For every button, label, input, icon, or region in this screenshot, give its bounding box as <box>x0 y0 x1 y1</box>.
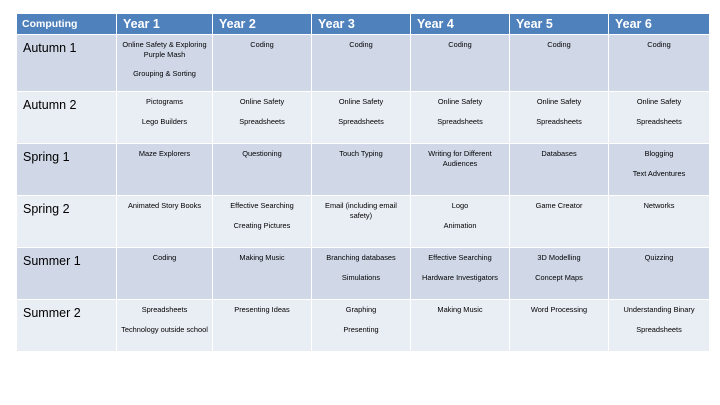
unit-name: Spreadsheets <box>636 324 682 334</box>
unit-name: Coding <box>647 40 671 49</box>
unit-cell <box>609 144 710 196</box>
header-row <box>17 14 710 35</box>
unit-cell <box>411 35 510 92</box>
unit-cell <box>213 35 312 92</box>
year-header: Year 1 <box>117 14 213 35</box>
unit-name: Spreadsheets <box>338 116 384 126</box>
unit-name: Understanding Binary <box>623 305 695 314</box>
unit-cell <box>312 92 411 144</box>
unit-cell <box>609 35 710 92</box>
unit-name: Spreadsheets <box>239 116 285 126</box>
unit-name: Logo <box>451 201 469 210</box>
term-row <box>17 92 710 144</box>
subject-header: Computing <box>17 14 117 35</box>
unit-name: Online Safety <box>239 97 285 106</box>
unit-cell <box>609 300 710 352</box>
unit-name: Making Music <box>437 305 483 314</box>
unit-name: Maze Explorers <box>138 149 191 158</box>
unit-name: Spreadsheets <box>437 116 483 126</box>
unit-name: Lego Builders <box>141 116 188 126</box>
year-header: Year 3 <box>312 14 411 35</box>
unit-name: Networks <box>643 201 675 210</box>
unit-cell <box>312 300 411 352</box>
unit-cell <box>510 92 609 144</box>
unit-name: Quizzing <box>644 253 674 262</box>
unit-cell <box>411 300 510 352</box>
unit-cell <box>411 92 510 144</box>
unit-name: Questioning <box>242 149 282 158</box>
unit-name: Email (including email safety) <box>325 201 397 220</box>
unit-name: Creating Pictures <box>233 220 291 230</box>
unit-cell <box>213 144 312 196</box>
unit-name: Coding <box>349 40 373 49</box>
unit-cell <box>609 92 710 144</box>
unit-cell <box>117 196 213 248</box>
unit-cell <box>510 248 609 300</box>
term-row <box>17 35 710 92</box>
unit-name: Databases <box>541 149 577 158</box>
unit-name: Branching databases <box>326 253 396 262</box>
table-body <box>17 35 710 352</box>
unit-name: Effective Searching <box>230 201 294 210</box>
unit-name: Coding <box>547 40 571 49</box>
unit-name: Effective Searching <box>428 253 492 262</box>
year-header: Year 2 <box>213 14 312 35</box>
unit-name: Coding <box>250 40 274 49</box>
unit-cell <box>213 92 312 144</box>
unit-name: Online Safety & Exploring Purple Mash <box>122 40 207 59</box>
term-label: Autumn 2 <box>17 92 117 144</box>
unit-cell <box>411 196 510 248</box>
unit-name: Technology outside school <box>121 324 208 334</box>
term-label: Summer 2 <box>17 300 117 352</box>
unit-name: Online Safety <box>536 97 582 106</box>
year-header: Year 4 <box>411 14 510 35</box>
unit-name: Animation <box>443 220 477 230</box>
unit-name: Presenting Ideas <box>234 305 290 314</box>
unit-name: Presenting <box>343 324 379 334</box>
unit-cell <box>411 144 510 196</box>
unit-name: Game Creator <box>535 201 583 210</box>
term-label: Spring 2 <box>17 196 117 248</box>
unit-cell <box>510 196 609 248</box>
unit-cell <box>213 248 312 300</box>
unit-name: Word Processing <box>530 305 588 314</box>
unit-cell <box>312 248 411 300</box>
term-label: Autumn 1 <box>17 35 117 92</box>
unit-name: Text Adventures <box>632 168 686 178</box>
table-header <box>17 14 710 35</box>
unit-name: Coding <box>448 40 472 49</box>
term-row <box>17 248 710 300</box>
unit-name: Pictograms <box>146 97 183 106</box>
unit-cell <box>510 144 609 196</box>
term-row <box>17 144 710 196</box>
unit-cell <box>312 144 411 196</box>
unit-name: 3D Modelling <box>537 253 581 262</box>
unit-name: Simulations <box>341 272 381 282</box>
unit-name: Spreadsheets <box>536 116 582 126</box>
unit-cell <box>117 35 213 92</box>
unit-cell <box>411 248 510 300</box>
unit-cell <box>609 248 710 300</box>
unit-name: Animated Story Books <box>127 201 202 210</box>
unit-name: Coding <box>152 253 177 262</box>
unit-name: Touch Typing <box>339 149 383 158</box>
unit-name: Spreadsheets <box>141 305 188 314</box>
term-label: Summer 1 <box>17 248 117 300</box>
unit-cell <box>312 35 411 92</box>
unit-name: Hardware Investigators <box>422 272 498 282</box>
unit-name: Grouping & Sorting <box>133 69 196 78</box>
unit-cell <box>117 248 213 300</box>
year-header: Year 6 <box>609 14 710 35</box>
unit-cell <box>213 196 312 248</box>
unit-cell <box>117 92 213 144</box>
unit-cell <box>117 144 213 196</box>
unit-cell <box>312 196 411 248</box>
unit-cell <box>213 300 312 352</box>
unit-name: Graphing <box>345 305 377 314</box>
unit-name: Spreadsheets <box>636 116 682 126</box>
unit-cell <box>510 35 609 92</box>
unit-name: Writing for Different Audiences <box>428 149 492 168</box>
term-row <box>17 300 710 352</box>
unit-name: Online Safety <box>636 97 682 106</box>
year-header: Year 5 <box>510 14 609 35</box>
unit-cell <box>117 300 213 352</box>
unit-name: Online Safety <box>338 97 384 106</box>
unit-name: Making Music <box>239 253 285 262</box>
term-label: Spring 1 <box>17 144 117 196</box>
curriculum-table <box>16 13 710 352</box>
term-row <box>17 196 710 248</box>
unit-name: Concept Maps <box>535 272 583 282</box>
unit-name: Online Safety <box>437 97 483 106</box>
unit-name: Blogging <box>644 149 674 158</box>
unit-cell <box>609 196 710 248</box>
unit-cell <box>510 300 609 352</box>
